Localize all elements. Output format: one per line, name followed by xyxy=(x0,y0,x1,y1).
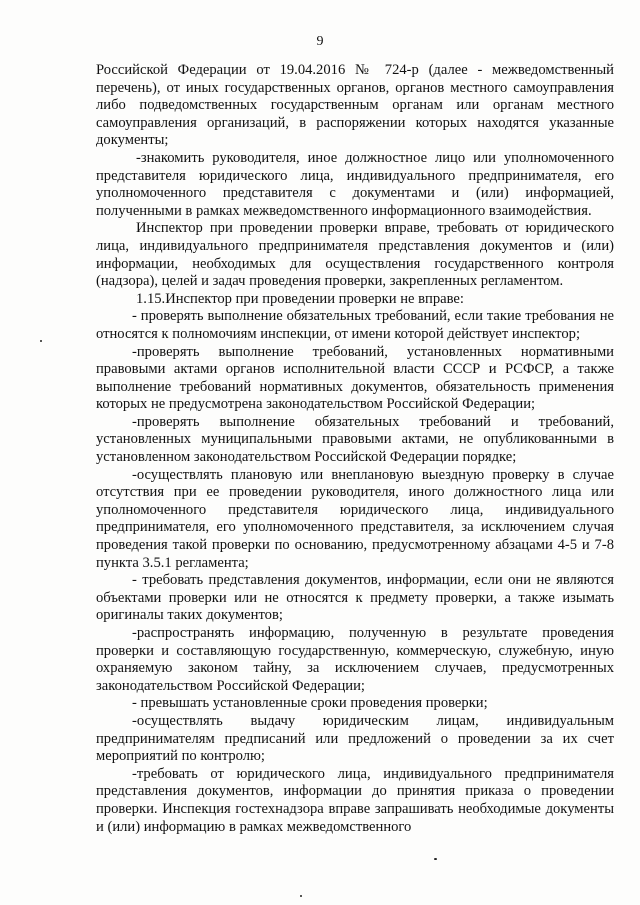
list-item: -требовать от юридического лица, индивидуального предпринимателя представления документов, информации до принятия приказа о проведении проверки. Инспекция гостехнадзора вправе запрашивать необходимые документы и (или) информацию в рамках межведомственного xyxy=(96,765,614,835)
page-number: 9 xyxy=(316,34,324,49)
paragraph-familiarize: -знакомить руководителя, иное должностное лицо или уполномоченного представителя юридического лица, индивидуального предпринимателя, его уполномоченного представителя с документами и (или) информацией, полученными в рамках межведомственного информационного взаимодействия. xyxy=(96,149,614,219)
list-item: -осуществлять выдачу юридическим лицам, индивидуальным предпринимателям предписаний или предложений о проведении за их счет мероприятий по контролю; xyxy=(96,712,614,765)
list-item: - проверять выполнение обязательных требований, если такие требования не относятся к полномочиям инспекции, от имени которой действует инспектор; xyxy=(96,308,614,342)
paragraph-section-1-15: 1.15.Инспектор при проведении проверки не вправе: xyxy=(136,290,464,307)
list-item: -осуществлять плановую или внеплановую выездную проверку в случае отсутствия при ее проведении руководителя, иного должностного лица или уполномоченного представителя юридического лица, индивидуального предпринимателя, его уполномоченного представителя, за исключением случая проведения такой проверки по основанию, предусмотренному абзацами 4-5 и 7-8 пункта 3.5.1 регламента; xyxy=(96,466,614,571)
scan-speck xyxy=(40,340,42,342)
list-item: -распространять информацию, полученную в результате проведения проверки и составляющую государственную, коммерческую, служебную, иную охраняемую законом тайну, за исключением случаев, предусмотренных законодательством Российской Федерации; xyxy=(96,625,614,694)
paragraph-continuation: Российской Федерации от 19.04.2016 № 724-р (далее - межведомственный перечень), от иных государственных органов, органов местного самоуправления либо подведомственных государственным органам или органам местного самоуправления организаций, в распоряжении которых находятся указанные документы; xyxy=(96,62,614,149)
scan-speck xyxy=(434,858,437,860)
list-item: -проверять выполнение требований, установленных нормативными правовыми актами органов исполнительной власти СССР и РСФСР, а также выполнение требований нормативных документов, обязательность применения которых не предусмотрена законодательством Российской Федерации; xyxy=(96,343,614,413)
list-item: - превышать установленные сроки проведения проверки; xyxy=(132,695,488,712)
list-item: - требовать представления документов, информации, если они не являются объектами проверки или не относятся к предмету проверки, а также изымать оригиналы таких документов; xyxy=(96,572,614,624)
scan-speck xyxy=(300,895,302,897)
list-item: -проверять выполнение обязательных требований и требований, установленных муниципальными правовыми актами, не опубликованными в установленном законодательством Российской Федерации порядке; xyxy=(96,413,614,466)
paragraph-inspector-rights: Инспектор при проведении проверки вправе, требовать от юридического лица, индивидуального предпринимателя представления документов и (или) информации, необходимых для осуществления государственного контроля (надзора), целей и задач проведения проверки, закрепленных регламентом. xyxy=(96,220,614,290)
document-body xyxy=(96,62,614,836)
